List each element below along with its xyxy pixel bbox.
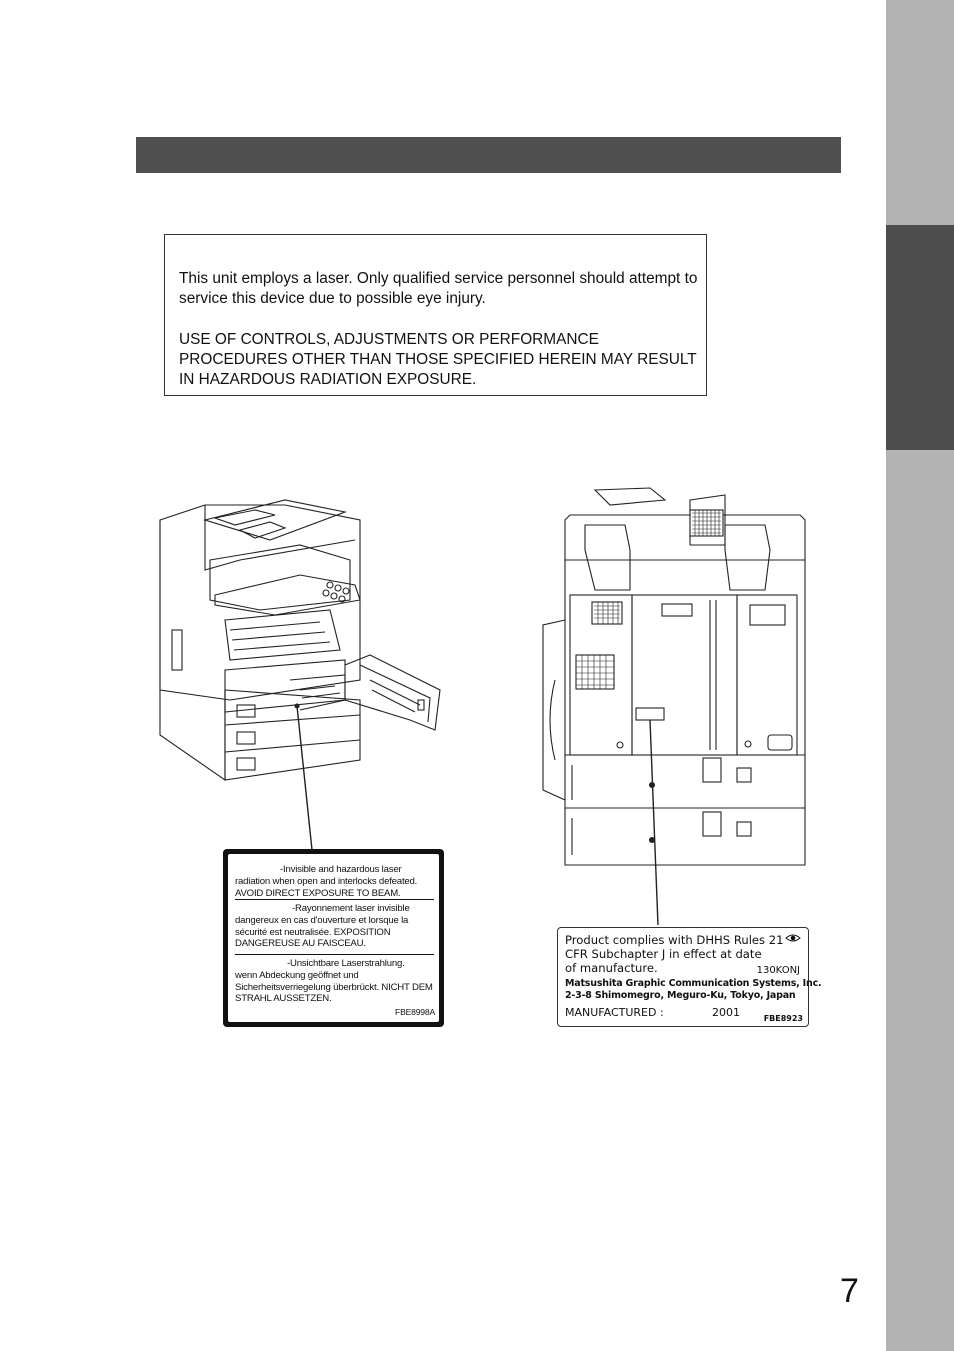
laser-label-code: FBE8998A [395,1007,435,1018]
label-divider [235,899,434,900]
dhhs-line-3: of manufacture. [565,961,658,975]
company-name: Matsushita Graphic Communication Systems, Inc. [565,978,822,989]
caution-paragraph-2: USE OF CONTROLS, ADJUSTMENTS OR PERFORMANCE PROCEDURES OTHER THAN THOSE SPECIFIED HEREIN MAY RESULT IN HAZARDOUS RADIATION EXPOSURE. [179,331,697,388]
caution-paragraph-1: This unit employs a laser. Only qualified service personnel should attempt to service this device due to possible eye injury. [179,270,698,307]
company-address: 2-3-8 Shimomegro, Meguro-Ku, Tokyo, Japan [565,990,796,1001]
laser-label-de-heading: -Unsichtbare Laserstrahlung. [287,958,405,969]
dhhs-compliance-label [557,927,822,1027]
manufactured-label: MANUFACTURED : [565,1006,664,1019]
laser-label-de-text: wenn Abdeckung geöffnet und Sicherheitsverriegelung überbrückt. NICHT DEM STRAHL AUSSETZEN. [235,969,433,1005]
eye-icon [785,933,801,943]
dhhs-line-1: Product complies with DHHS Rules 21 [565,933,784,947]
manufactured-year: 2001 [712,1006,740,1019]
laser-warning-label [223,849,444,1027]
dhhs-label-code: FBE8923 [763,1014,803,1023]
model-number: 130KONJ [756,965,800,976]
laser-label-en-heading: -Invisible and hazardous laser [280,864,402,875]
label-divider [235,954,434,955]
page-number: 7 [840,1272,859,1310]
laser-label-fr-heading: -Rayonnement laser invisible [292,903,410,914]
dhhs-line-2: CFR Subchapter J in effect at date [565,947,762,961]
laser-label-en-text: radiation when open and interlocks defeated. AVOID DIRECT EXPOSURE TO BEAM. [235,875,418,899]
laser-label-fr-text: dangereux en cas d'ouverture et lorsque la sécurité est neutralisée. EXPOSITION DANGEREUSE AU FAISCEAU. [235,914,409,950]
